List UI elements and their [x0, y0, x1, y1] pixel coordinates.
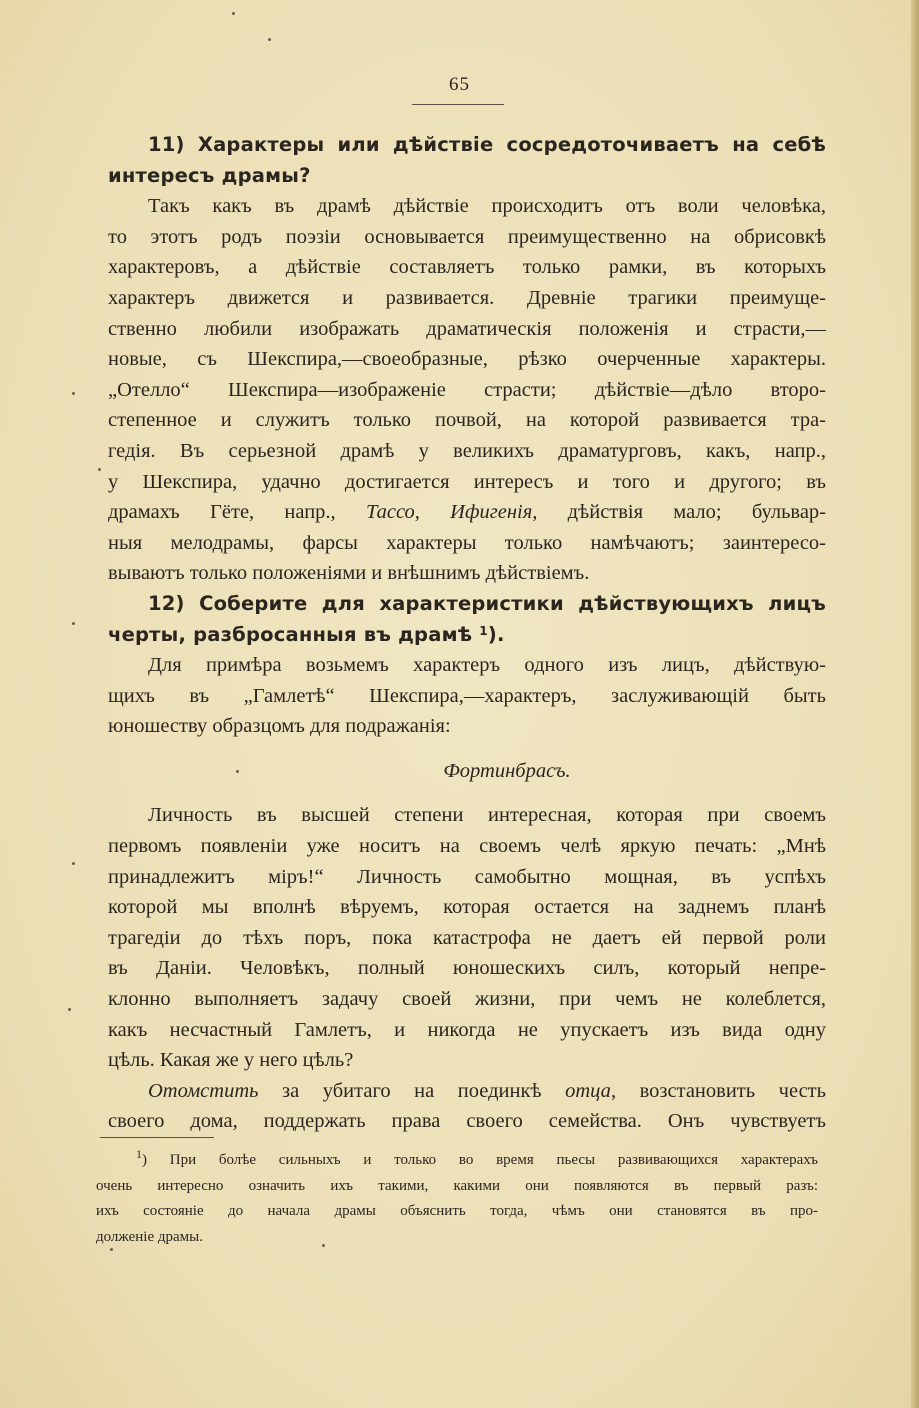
emphasis-otca: отца: [565, 1079, 611, 1102]
text-run: , дѣйствія мало; бульвар-: [532, 501, 826, 524]
text-run: за убитаго на поединкѣ: [258, 1079, 566, 1102]
paper-speck: [322, 1244, 325, 1247]
q11-text-line: гедія. Въ серьезной драмѣ у великихъ драматурговъ, какъ, напр.,: [108, 439, 826, 462]
page-number-rule: [412, 104, 504, 105]
q12-heading-line: 12) Соберите для характеристики дѣйствующихъ лицъ: [148, 591, 826, 615]
fortinbras-text-line: Личность въ высшей степени интересная, которая при своемъ: [148, 804, 826, 827]
page-number: 65: [449, 74, 470, 95]
text-run: , возстановить честь: [610, 1079, 826, 1102]
paper-speck: [98, 468, 101, 471]
paper-speck: [268, 38, 271, 41]
q12-heading-line: [108, 620, 826, 651]
fortinbras-text-line: которой мы вполнѣ вѣруемъ, которая остается на заднемъ планѣ: [108, 896, 826, 919]
fortinbras-text-line-italic: [108, 1076, 826, 1107]
q11-text-line-goethe: [108, 497, 826, 528]
paper-speck: [72, 392, 75, 395]
paper-speck: [72, 622, 75, 625]
fortinbras-text-line: въ Даніи. Человѣкъ, полный юношескихъ силъ, который непре-: [108, 957, 826, 980]
paper-speck: [110, 1248, 113, 1251]
text-run: ,: [414, 501, 451, 524]
q11-text-line: ныя мелодрамы, фарсы характеры только намѣчаютъ; заинтересо-: [108, 531, 826, 554]
q11-text-line: характеръ движется и развивается. Древніе трагики преимуще-: [108, 286, 826, 309]
paper-speck: [236, 770, 239, 773]
fortinbras-text-line: принадлежитъ міръ!“ Личность самобытно мощная, въ успѣхъ: [108, 865, 826, 888]
q11-text-line: вываютъ только положеніями и внѣшнимъ дѣйствіемъ.: [108, 562, 590, 585]
q11-text-line: новые, съ Шекспира,—своеобразные, рѣзко очерченные характеры.: [108, 348, 826, 371]
q11-heading-line: интересъ драмы?: [108, 163, 311, 187]
text-run: драмахъ Гёте, напр.,: [108, 501, 366, 524]
q12-text-line: щихъ въ „Гамлетѣ“ Шекспира,—характеръ, заслуживающій быть: [108, 684, 826, 707]
q11-text-line: ственно любили изображать драматическія положенія и страсти,—: [108, 317, 826, 340]
footnote-reference: 1: [479, 623, 488, 638]
footnote-rule: [100, 1137, 214, 1138]
fortinbras-text-line: своего дома, поддержать права своего семейства. Онъ чувствуетъ: [108, 1110, 826, 1133]
section-title: Фортинбрасъ.: [443, 759, 571, 782]
text-run: ) При болѣе сильныхъ и только во время пьесы развивающихся характерахъ: [142, 1152, 818, 1168]
footnote-line: очень интересно означить ихъ такими, какими они появляются въ первый разъ:: [96, 1177, 818, 1194]
q12-text-line: Для примѣра возьмемъ характеръ одного изъ лицъ, дѣйствую-: [148, 654, 826, 677]
q11-text-line: у Шекспира, удачно достигается интересъ и того и другого; въ: [108, 470, 826, 493]
footnote-line: ихъ состояніе до начала драмы объяснить тогда, чѣмъ они становятся въ про-: [96, 1203, 818, 1219]
q11-text-line: Такъ какъ въ драмѣ дѣйствіе происходитъ отъ воли человѣка,: [148, 195, 826, 218]
fortinbras-text-line: первомъ появленіи уже носитъ на своемъ челѣ яркую печать: „Мнѣ: [108, 835, 826, 858]
main-text: [108, 130, 826, 1137]
q11-text-line: степенное и служитъ только почвой, на которой развивается тра-: [108, 409, 826, 432]
fortinbras-text-line: цѣль. Какая же у него цѣль?: [108, 1049, 354, 1072]
fortinbras-text-line: клонно выполняетъ задачу своей жизни, при чемъ не колеблется,: [108, 988, 826, 1011]
paper-speck: [232, 12, 235, 15]
text-run: черты, разбросанныя въ драмѣ: [108, 622, 480, 646]
title-ifigenia: Ифигенія: [450, 501, 533, 524]
q11-text-line: то этотъ родъ поэзіи основывается преимущественно на обрисовкѣ: [108, 225, 826, 248]
footnote-line: долженіе драмы.: [96, 1228, 203, 1245]
paper-speck: [72, 862, 75, 865]
paper-speck: [68, 1008, 71, 1011]
fortinbras-text-line: трагедіи до тѣхъ поръ, пока катастрофа не даетъ ей первой роли: [108, 926, 826, 949]
title-tasso: Тассо: [365, 501, 415, 524]
q11-text-line: „Отелло“ Шекспира—изображеніе страсти; дѣйствіе—дѣло второ-: [108, 378, 826, 401]
footnote-line: [96, 1148, 818, 1174]
q11-heading-line: 11) Характеры или дѣйствіе сосредоточиваетъ на себѣ: [148, 133, 826, 156]
q12-text-line: юношеству образцомъ для подражанія:: [108, 715, 451, 738]
footnotes: [96, 1148, 818, 1250]
fortinbras-text-line: какъ несчастный Гамлетъ, и никогда не упускаетъ изъ вида одну: [108, 1018, 826, 1041]
footnote-number: 1: [136, 1147, 142, 1161]
emphasis-otomstit: Отомстить: [148, 1079, 259, 1102]
q11-text-line: характеровъ, а дѣйствіе составляетъ только рамки, въ которыхъ: [108, 256, 826, 279]
text-run: ).: [487, 622, 505, 646]
page-edge: [911, 0, 919, 1408]
